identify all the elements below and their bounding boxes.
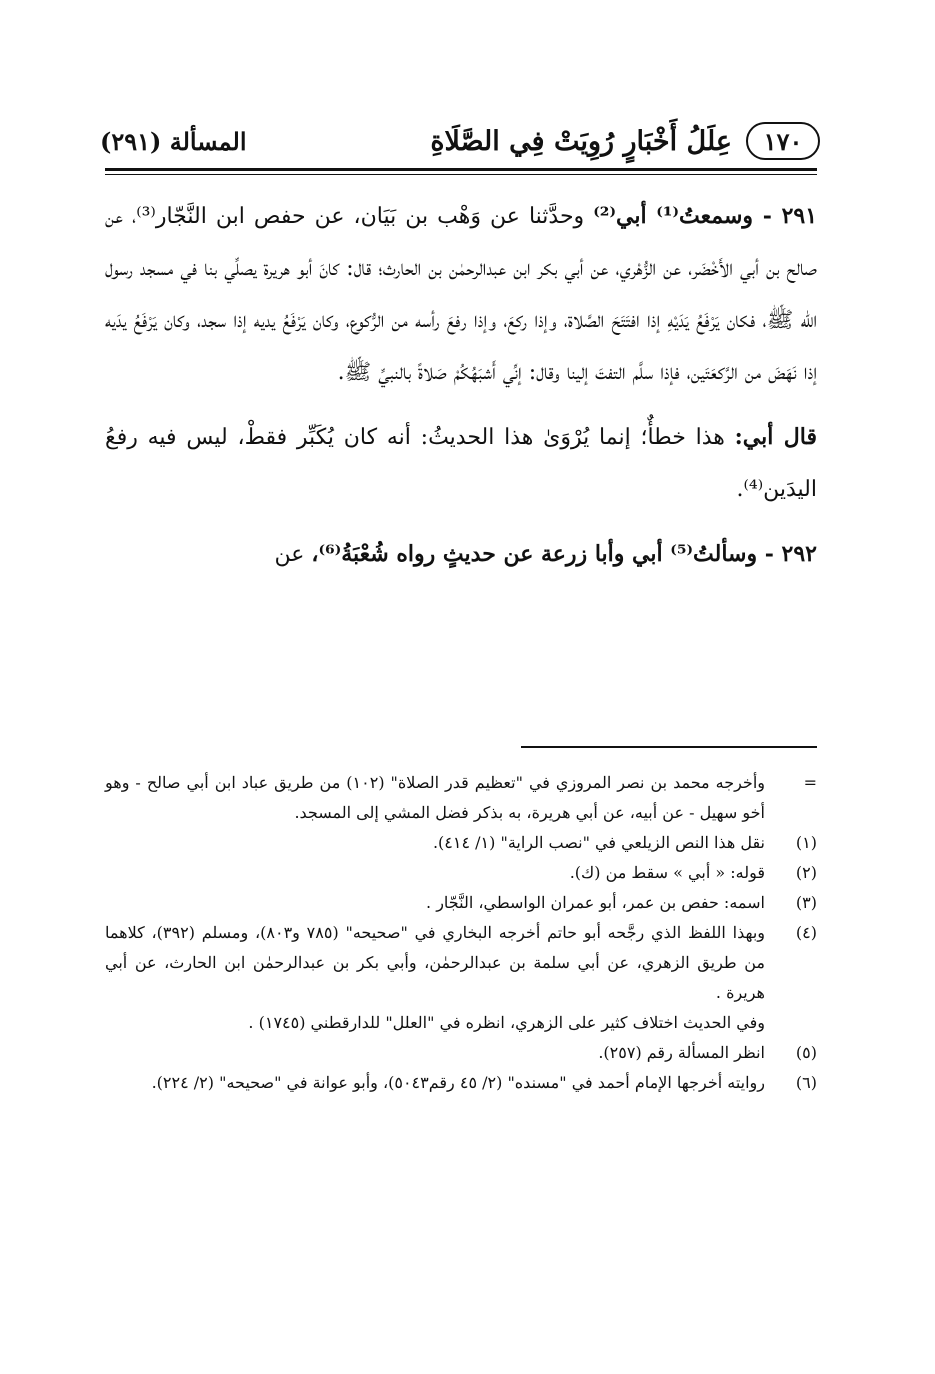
footnote-text: اسمه: حفص بن عمر، أبو عمران الواسطي، النَّجّار .	[426, 893, 765, 912]
footnote-6	[105, 1068, 817, 1098]
issue-291-heading: ٢٩١ - وسمعتُ⁽¹⁾ أبي⁽²⁾	[593, 203, 818, 229]
footnotes	[105, 768, 817, 1098]
header-title-group	[430, 122, 820, 160]
footnote-4	[105, 918, 817, 1008]
footnote-text: روايته أخرجها الإمام أحمد في "مسنده" (٢/ ٤٥ رقم٥٠٤٣)، وأبو عوانة في "صحيحه" (٢/ ٢٢٤).	[151, 1073, 765, 1092]
header-rule	[105, 168, 817, 171]
issue-label: المسألة (٢٩١)	[100, 126, 247, 156]
footnote-text: وأخرجه محمد بن نصر المروزي في "تعظيم قدر الصلاة" (١٠٢) من طريق عباد ابن أبي صالح - وهو أخو سهيل - عن أبيه، عن أبي هريرة، به بذكر فضل المشي إلى المسجد.	[105, 773, 765, 822]
footnote-text: وفي الحديث اختلاف كثير على الزهري، انظره في "العلل" للدارقطني (١٧٤٥) .	[248, 1013, 765, 1032]
footnote-text: انظر المسألة رقم (٢٥٧).	[598, 1043, 765, 1062]
footnote-separator	[521, 746, 817, 748]
issue-292-text: عن	[274, 542, 305, 567]
footnote-5	[105, 1038, 817, 1068]
header-rule-thin	[105, 174, 817, 175]
footnote-marker: (٤)	[795, 923, 817, 942]
paragraph-291	[105, 190, 817, 399]
footnote-marker	[765, 1008, 817, 1038]
book-title: عِلَلُ أَخْبَارٍ رُوِيَتْ فِي الصَّلَاةِ	[430, 125, 732, 157]
issue-292-heading: ٢٩٢ - وسألتُ⁽⁵⁾ أبي وأبا زرعة عن حديثٍ رواه شُعْبَةُ⁽⁶⁾،	[311, 541, 817, 567]
issue-291-text: وحدَّثنا عن وَهْب بن بَيَان، عن حفص ابن النَّجّار⁽³⁾، عن صالح بن أبي الأَخْضَر، عن الزُّهْري، عن أبي بكر ابن عبدالرحمٰن بن الحارث؛ قال: كانَ أبو هريرة يصلِّي بنا في مسجد رسول الله ﷺ، فكان يَرْفَعُ يَدَيْهِ إذا افتَتَحَ الصَّلاة، وإذا ركعَ، وإذا رفعَ رأسه من الرُّكوع، وكان يَرْفَعُ يديه إذا سجد، وكان يَرْفَعُ يدَيه إذا نَهَضَ من الرَّكعَتَين، فإذا سلَّم التفتَ إلينا وقال: إنِّي أَشبَهُكُمْ صَلاةً بالنبيِّ ﷺ.	[105, 204, 817, 385]
footnote-marker: (٢)	[795, 863, 817, 882]
footnote-4-continued	[105, 1008, 817, 1038]
main-text	[105, 190, 817, 581]
page-header	[100, 118, 820, 164]
footnote-marker: (١)	[795, 833, 817, 852]
footnote-2	[105, 858, 817, 888]
footnote-marker: (٣)	[795, 893, 817, 912]
footnote-text: نقل هذا النص الزيلعي في "نصب الراية" (١/ ٤١٤).	[432, 833, 765, 852]
paragraph-abi-comment	[105, 411, 817, 516]
footnote-marker: (٥)	[795, 1043, 817, 1062]
footnote-continuation	[105, 768, 817, 828]
footnote-1	[105, 828, 817, 858]
abi-comment-text: هذا خطأٌ؛ إنما يُرْوَىٰ هذا الحديثُ: أنه كان يُكَبِّر فقطْ، ليس فيه رفعُ اليدَين⁽⁴⁾.	[105, 425, 817, 502]
paragraph-292	[105, 528, 817, 581]
footnote-3	[105, 888, 817, 918]
abi-comment-heading: قال أبي:	[734, 424, 817, 450]
footnote-marker: (٦)	[795, 1073, 817, 1092]
page-number: ١٧٠	[746, 122, 820, 160]
footnote-text: قوله: « أبي » سقط من (ك).	[569, 863, 765, 882]
footnote-marker: =	[803, 773, 817, 792]
footnote-text: وبهذا اللفظ الذي رجَّحه أبو حاتم أخرجه البخاري في "صحيحه" (٧٨٥ و٨٠٣)، ومسلم (٣٩٢)، كلاهما من طريق الزهري، عن أبي سلمة بن عبدالرحمٰن، وأبي بكر بن عبدالرحمٰن ابن الحارث، عن أبي هريرة .	[105, 923, 766, 1002]
